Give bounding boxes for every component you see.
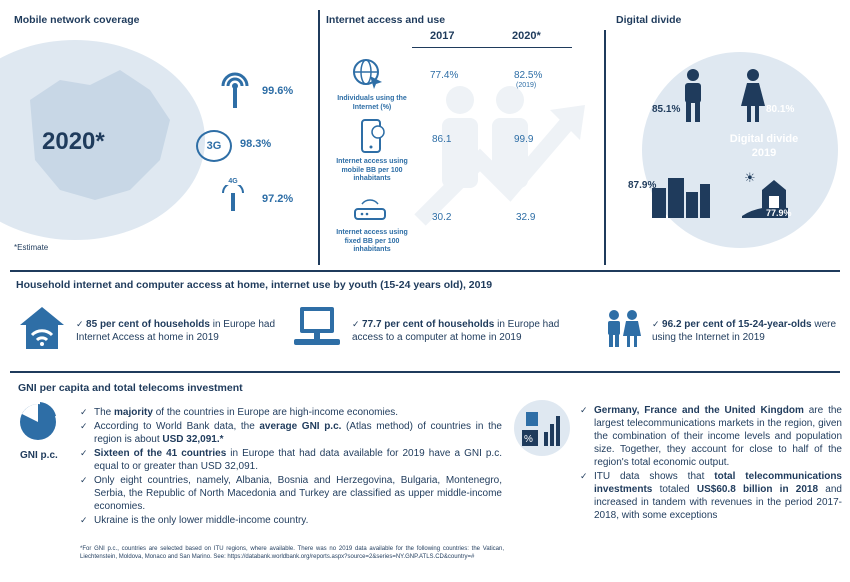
4g-icon	[218, 178, 248, 214]
divider-top	[10, 270, 840, 272]
city-icon	[650, 176, 712, 218]
globe-cursor-icon	[352, 58, 384, 90]
household-item-1-text: in Europe had Internet Access at home in 2019	[76, 319, 276, 343]
digital-center-label: Digital divide 2019	[729, 133, 799, 159]
digital-title: Digital divide	[616, 14, 682, 26]
gni-icon-label: GNI p.c.	[20, 450, 58, 461]
gni-footnote: *For GNI p.c., countries are selected based on ITU regions, where available. There was no 2019 data available for the following countries: the Vatican, Liechtenstein, Moldova, Monaco and San Marino. See: https://databank.worldbank.org/reports.aspx?source=2&series=NY.GNP.ATLS.CD&country=#	[80, 546, 504, 560]
household-title: Household internet and computer access at home, internet use by youth (15-24 years old), 2019	[16, 279, 493, 291]
computer-icon	[292, 305, 342, 349]
internet-title: Internet access and use	[326, 14, 446, 26]
gni-bullet-list	[80, 406, 502, 528]
col-2020: 2020*	[512, 30, 541, 42]
row-label-3: Internet access using fixed BB per 100 inhabitants	[336, 229, 408, 253]
household-item-3-text: were using the Internet in 2019	[652, 319, 837, 343]
mobile-year: 2020*	[42, 128, 105, 155]
gni-bullet: ✓ Ukraine is the only lower middle-income country.	[80, 514, 502, 527]
row-2-2017: 86.1	[432, 134, 452, 145]
divider-middle	[10, 371, 840, 373]
divider-left	[318, 10, 320, 265]
male-icon	[678, 68, 708, 124]
mobile-title: Mobile network coverage	[14, 14, 140, 26]
row-1-2020: 82.5%	[514, 70, 543, 81]
svg-text:%: %	[524, 434, 533, 445]
household-item-3	[652, 318, 842, 344]
urban-value: 87.9%	[628, 180, 657, 191]
investment-icon	[512, 398, 572, 458]
household-item-1	[76, 318, 276, 344]
gni-bullet: ✓ Only eight countries, namely, Albania, Bosnia and Herzegovina, Bulgaria, Montenegro, Serbia, the Republic of North Macedonia and Turkey are classified as upper middle-income economies.	[80, 474, 502, 513]
gni-bullet: ✓ The majority of the countries in Europe are high-income economies.	[80, 406, 502, 419]
4g-icon-label: 4G	[228, 178, 238, 185]
row-1-note: (2019)	[516, 82, 537, 89]
telecom-bullet: ✓ Germany, France and the United Kingdom are the largest telecommunications markets in the region, given the combination of their income levels and population size. Together, they account for close to half of the region's total economic output.	[580, 404, 842, 469]
europe-map-icon	[0, 40, 210, 240]
female-value: 80.1%	[766, 104, 795, 115]
row-1-2017: 77.4%	[430, 70, 459, 81]
gni-bullet: ✓ According to World Bank data, the average GNI p.c. (Atlas method) of countries in the region is about USD 32,091.*	[80, 420, 502, 446]
male-value: 85.1%	[652, 104, 681, 115]
coverage-value-3: 97.2%	[262, 193, 294, 205]
wifi-house-icon	[18, 305, 66, 351]
check-icon: ✓	[652, 319, 663, 329]
check-icon: ✓	[352, 319, 363, 329]
row-3-2017: 30.2	[432, 212, 452, 223]
table-header-line	[412, 47, 572, 48]
household-item-1-bold: 85 per cent of households	[86, 319, 210, 330]
check-icon: ✓	[76, 319, 87, 329]
household-item-3-bold: 96.2 per cent of 15-24-year-olds	[662, 319, 812, 330]
female-icon	[738, 68, 768, 124]
household-item-2	[352, 318, 582, 344]
row-3-2020: 32.9	[516, 212, 536, 223]
household-item-2-bold: 77.7 per cent of households	[362, 319, 495, 330]
gni-title: GNI per capita and total telecoms investment	[18, 382, 243, 394]
divider-right	[604, 30, 606, 265]
telecom-bullet-list	[580, 404, 842, 523]
pie-chart-icon	[18, 402, 58, 442]
coverage-value-1: 99.6%	[262, 85, 294, 97]
gni-bullet: ✓ Sixteen of the 41 countries in Europe that had data available for 2019 have a GNI p.c. equal to or greater than USD 32,091.	[80, 447, 502, 473]
mobile-phone-icon	[356, 118, 388, 156]
mobile-footnote: *Estimate	[14, 243, 49, 252]
router-icon	[352, 196, 388, 224]
row-label-2: Internet access using mobile BB per 100 inhabitants	[336, 158, 408, 182]
3g-icon: 3G	[196, 130, 232, 162]
col-2017: 2017	[430, 30, 455, 42]
household-item-2-text: in Europe had access to a computer at home in 2019	[352, 319, 560, 343]
telecom-bullet: ✓ ITU data shows that total telecommunications investments totaled US$60.8 billion in 2018 and increased in tandem with revenues in the period 2017-2018, with some exceptions	[580, 470, 842, 522]
coverage-value-2: 98.3%	[240, 138, 272, 150]
youth-people-icon	[602, 308, 644, 348]
rural-value: 77.9%	[766, 208, 792, 218]
row-2-2020: 99.9	[514, 134, 534, 145]
sun-icon: ☀	[744, 170, 756, 185]
antenna-icon	[218, 66, 252, 110]
row-label-1: Individuals using the Internet (%)	[337, 95, 407, 111]
